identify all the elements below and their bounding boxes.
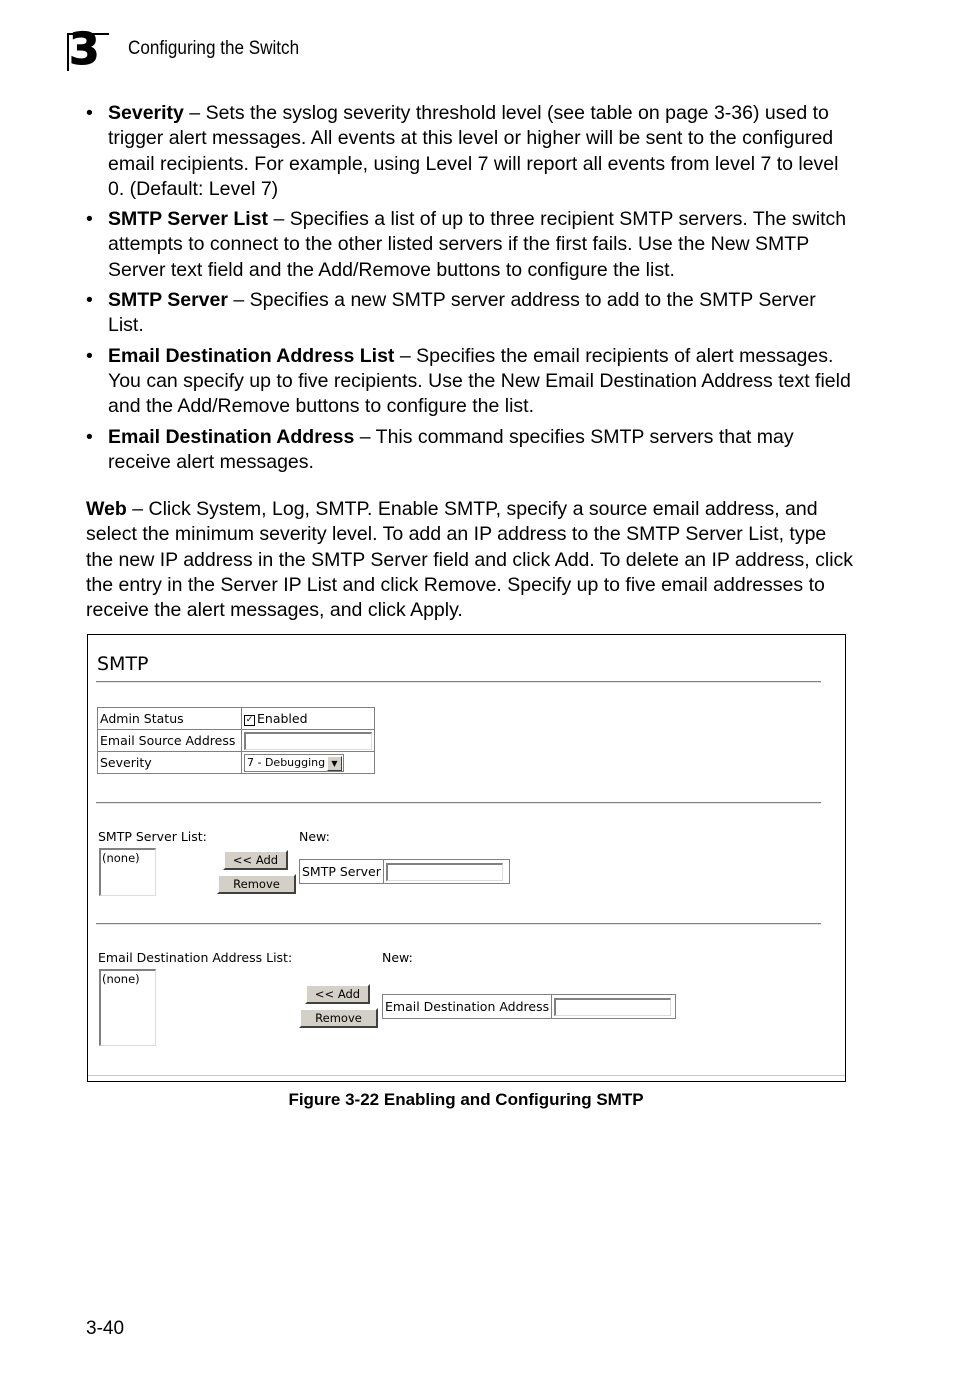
- web-text: – Click System, Log, SMTP. Enable SMTP, specify a source email address, and select the minimum severity level. To add an IP address to the SMTP Server List, type the new IP address in the SMTP Server field and click Add. To delete an IP address, click the entry in the Server IP List and click Remove. Specify up to five email addresses to receive the alert messages, and click Apply.: [86, 498, 854, 622]
- list-item[interactable]: (none): [102, 972, 140, 986]
- admin-status-cell: [242, 708, 375, 730]
- list-item: • SMTP Server List – Specifies a list of up to three recipient SMTP servers. The switch attempts to connect to the other listed servers if the first fails. Use the New SMTP Server text field and the Add/Remove buttons to configure the list.: [86, 208, 847, 281]
- email-destination-list-label: Email Destination Address List:: [98, 950, 293, 965]
- divider: [96, 681, 821, 683]
- email-destination-input[interactable]: [554, 998, 671, 1016]
- list-item: • Email Destination Address List – Specifies the email recipients of alert messages. You can specify up to five recipients. Use the New Email Destination Address text field and the Add/Remove buttons to configure the list.: [86, 344, 851, 418]
- definition: – Specifies a new SMTP server address to add to the SMTP Server List.: [108, 289, 816, 337]
- smtp-figure: [87, 634, 846, 1082]
- chapter-number: 3: [69, 24, 100, 75]
- definition: – Specifies the email recipients of alert messages. You can specify up to five recipients. Use the New Email Destination Address text field and the Add/Remove buttons to configure the list.: [108, 344, 851, 418]
- email-destination-field-label: Email Destination Address: [383, 995, 552, 1018]
- term: Email Destination Address List: [108, 344, 395, 367]
- smtp-server-list-label: SMTP Server List:: [98, 829, 207, 844]
- admin-status-enabled-label: Enabled: [257, 711, 308, 726]
- term: Email Destination Address: [108, 425, 355, 448]
- definition: – Sets the syslog severity threshold level (see table on page 3-36) used to trigger alert messages. All events at this level or higher will be sent to the configured email recipients. For example, using Level 7 will report all events from level 7 to level 0. (Default: Level 7): [108, 102, 839, 200]
- severity-label: Severity: [98, 752, 242, 774]
- smtp-settings-table: [97, 707, 375, 774]
- page-number: 3-40: [86, 1318, 125, 1339]
- admin-status-checkbox[interactable]: ✓: [245, 715, 254, 725]
- list-item: • SMTP Server – Specifies a new SMTP server address to add to the SMTP Server List.: [86, 289, 816, 337]
- web-instructions: [86, 497, 856, 623]
- divider: [96, 923, 821, 925]
- definition: – Specifies a list of up to three recipient SMTP servers. The switch attempts to connect to the other listed servers if the first fails. Use the New SMTP Server text field and the Add/Remove buttons to configure the list.: [108, 208, 847, 281]
- smtp-server-listbox[interactable]: [99, 848, 156, 896]
- parameter-list: [86, 101, 856, 480]
- smtp-new-label: New:: [299, 829, 330, 844]
- email-source-cell: [242, 730, 375, 752]
- figure-caption: Figure 3-22 Enabling and Configuring SMTP: [288, 1090, 644, 1109]
- email-source-label: Email Source Address: [98, 730, 242, 752]
- web-term: Web: [86, 498, 127, 520]
- smtp-page-title: SMTP: [97, 653, 149, 675]
- chapter-title: Configuring the Switch: [128, 38, 300, 59]
- email-destination-listbox[interactable]: [99, 969, 156, 1046]
- severity-cell: [242, 752, 375, 774]
- email-remove-button[interactable]: Remove: [299, 1008, 378, 1028]
- term: SMTP Server List: [108, 208, 269, 231]
- divider: [96, 802, 821, 804]
- term: SMTP Server: [108, 289, 228, 312]
- smtp-remove-button[interactable]: Remove: [217, 874, 296, 894]
- smtp-server-field-group: [299, 859, 510, 884]
- list-item: • Severity – Sets the syslog severity threshold level (see table on page 3-36) used to trigger alert messages. All events at this level or higher will be sent to the configured email recipients. For example, using Level 7 will report all events from level 7 to level 0. (Default: Level 7): [86, 102, 839, 200]
- severity-selected-value: 7 - Debugging: [247, 755, 326, 769]
- figure-bottom-rule: [88, 1075, 845, 1076]
- email-destination-field-group: [382, 994, 676, 1019]
- severity-select[interactable]: [244, 754, 344, 772]
- email-source-input[interactable]: [244, 732, 372, 750]
- list-item: • Email Destination Address – This command specifies SMTP servers that may receive alert messages.: [86, 425, 794, 473]
- chevron-down-icon[interactable]: ▼: [327, 756, 342, 771]
- email-add-button[interactable]: << Add: [305, 984, 370, 1004]
- email-new-label: New:: [382, 950, 413, 965]
- smtp-server-input[interactable]: [386, 863, 503, 881]
- smtp-add-button[interactable]: << Add: [223, 850, 288, 870]
- term: Severity: [108, 102, 184, 124]
- admin-status-label: Admin Status: [98, 708, 242, 730]
- list-item[interactable]: (none): [102, 851, 140, 865]
- definition: – This command specifies SMTP servers that may receive alert messages.: [108, 425, 794, 473]
- smtp-server-field-label: SMTP Server: [300, 860, 384, 883]
